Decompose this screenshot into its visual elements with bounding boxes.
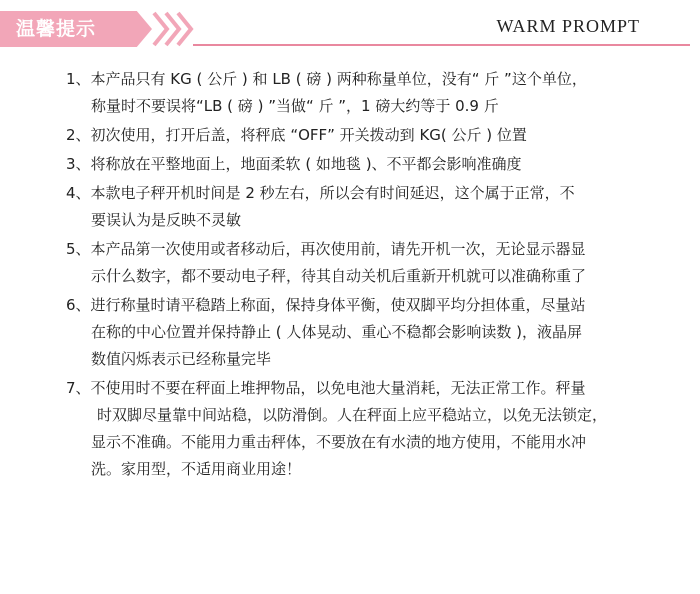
chevron-decoration-icon [150,11,200,47]
tip-line: 洗。家用型，不适用商业用途！ [91,460,302,478]
tip-item [66,375,678,483]
banner-title: 温馨提示 [16,18,97,40]
tip-line: 3、将称放在平整地面上，地面柔软 ( 如地毯 )、不平都会影响准确度 [66,155,522,173]
tip-line: 1、本产品只有 KG ( 公斤 ) 和 LB ( 磅 ) 两种称量单位，没有“ 斤 ”这个单位， [66,70,587,88]
tip-line: 5、本产品第一次使用或者移动后，再次使用前，请先开机一次，无论显示器显 [66,240,586,258]
tip-line: 6、进行称量时请平稳踏上称面，保持身体平衡，使双脚平均分担体重，尽量站 [66,296,586,314]
english-title: WARM PROMPT [496,16,640,36]
tip-line: 称量时不要误将“LB ( 磅 ) ”当做“ 斤 ”，1 磅大约等于 0.9 斤 [91,97,499,115]
tip-line: 示什么数字，都不要动电子秤，待其自动关机后重新开机就可以准确称重了 [91,267,587,285]
tip-item [66,236,678,290]
tip-line: 数值闪烁表示已经称量完毕 [91,350,272,368]
tip-item [66,66,678,120]
header [0,0,700,50]
tip-item [66,122,678,149]
tip-line: 2、初次使用，打开后盖，将秤底 “OFF” 开关拨动到 KG( 公斤 ) 位置 [66,126,527,144]
tip-line: 显示不准确。不能用力重击秤体，不要放在有水渍的地方使用，不能用水冲 [91,433,587,451]
tip-item [66,292,678,373]
tip-line: 7、不使用时不要在秤面上堆押物品，以免电池大量消耗，无法正常工作。秤量 [66,379,586,397]
tips-list [66,66,678,483]
tip-line: 要误认为是反映不灵敏 [91,211,242,229]
tip-item [66,180,678,234]
tip-line: 时双脚尽量靠中间站稳，以防滑倒。人在秤面上应平稳站立，以免无法锁定， [97,406,608,424]
tip-item [66,151,678,178]
header-divider [193,44,690,46]
tip-line: 在称的中心位置并保持静止 ( 人体晃动、重心不稳都会影响读数 )，液晶屏 [91,323,583,341]
tip-line: 4、本款电子秤开机时间是 2 秒左右，所以会有时间延迟，这个属于正常，不 [66,184,575,202]
